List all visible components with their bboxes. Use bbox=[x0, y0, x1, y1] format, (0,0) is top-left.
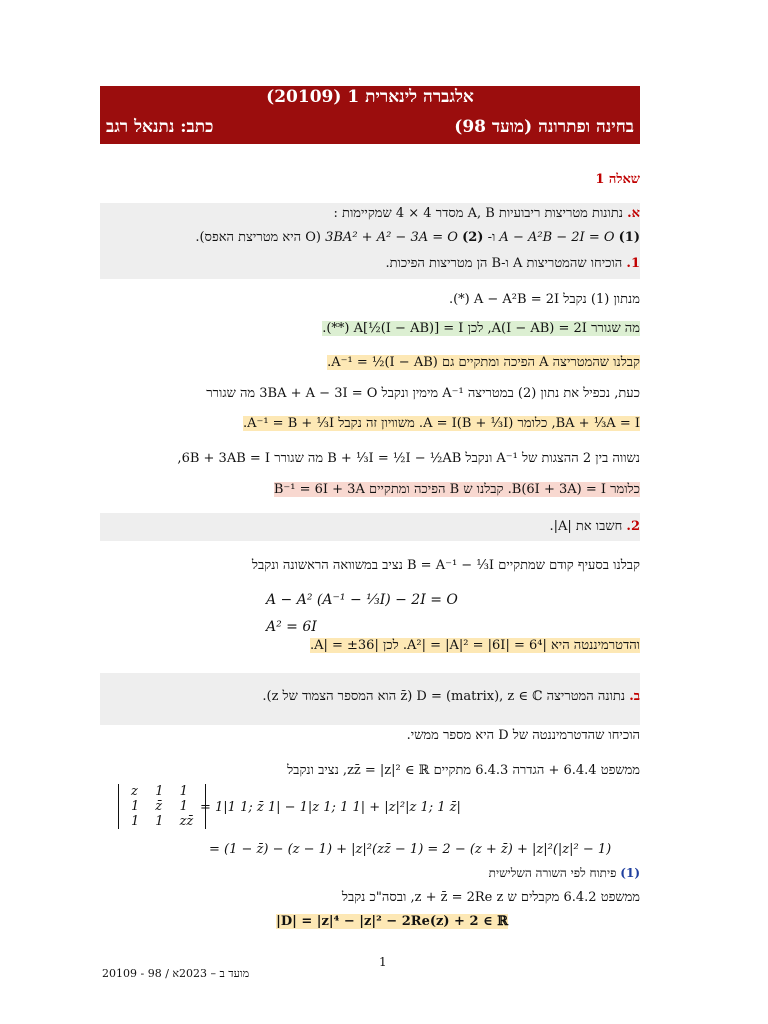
matrix-cell: 1 bbox=[131, 799, 140, 814]
sub2-heading bbox=[550, 518, 641, 534]
question-title: שאלה 1 bbox=[595, 172, 640, 187]
sub2-text: חשבו את |A|. bbox=[549, 519, 623, 534]
solution-line-2 bbox=[322, 320, 640, 336]
sub2-equation-2: A² = 6I bbox=[266, 619, 317, 635]
matrix-cell: z bbox=[131, 784, 138, 799]
note-number: (1) bbox=[620, 866, 640, 880]
part-b-label: ב. bbox=[629, 689, 640, 704]
zero-note: (O היא מטריצת האפס). bbox=[195, 230, 321, 245]
sub2-equation-1: A − A² (A⁻¹ − ⅓I) − 2I = O bbox=[266, 592, 458, 608]
matrix-cell: zz̄ bbox=[179, 814, 194, 829]
part-a-intro-text: נתונות מטריצות ריבועיות A, B מסדר 4 × 4 שמקיימות : bbox=[333, 206, 623, 221]
author-label: כתב: נתנאל רגב bbox=[106, 117, 214, 137]
matrix-row bbox=[123, 784, 201, 799]
solution-line-3-text: קבלנו שהמטריצה A הפיכה ומתקיים גם A⁻¹ = ½(I − AB). bbox=[327, 355, 640, 370]
cond-2-number: (2) bbox=[462, 230, 484, 245]
sub1-label: 1. bbox=[626, 256, 640, 271]
part-a-label: א. bbox=[627, 206, 640, 221]
matrix-cell: 1 bbox=[179, 799, 188, 814]
matrix-cell: 1 bbox=[179, 784, 188, 799]
solution-line-3 bbox=[327, 354, 640, 370]
sub2-label: 2. bbox=[626, 519, 640, 534]
solution-line-7 bbox=[274, 481, 640, 497]
matrix-table bbox=[123, 784, 201, 829]
note-text: פיתוח לפי השורה השלישית bbox=[488, 866, 617, 880]
sub2-line-2 bbox=[310, 637, 640, 653]
sub2-line-1-text: קבלנו בסעיף קודם שמתקיים B = A⁻¹ − ⅓I נציב במשוואה הראשונה ונקבל bbox=[251, 558, 640, 573]
matrix-cell: 1 bbox=[155, 784, 164, 799]
matrix-cell: 1 bbox=[131, 814, 140, 829]
sub2-line-1 bbox=[252, 557, 640, 573]
part-a-intro bbox=[334, 205, 640, 221]
cond-2-equation: 3BA² + A² − 3A = O bbox=[325, 230, 458, 245]
cond-1-equation: A − A²B − 2I = O bbox=[499, 230, 615, 245]
sub2-line-2-text: והדטרמיננטה היא |A²| = |A|² = |6I| = 6⁴. לכן |A| = ±36. bbox=[309, 638, 640, 653]
determinant-matrix bbox=[118, 784, 206, 829]
part-b-intro bbox=[262, 688, 640, 704]
cofactor-expansion: = 1|1 1; z̄ 1| − 1|z 1; 1 1| + |z|²|z 1; 1 z̄| bbox=[200, 800, 461, 815]
matrix-cell: 1 bbox=[155, 814, 164, 829]
matrix-row bbox=[123, 814, 201, 829]
solution-line-7-text: כלומר B(6I + 3A) = I. קבלנו ש B הפיכה ומתקיים B⁻¹ = 6I + 3A bbox=[273, 482, 640, 497]
final-result-text: |D| = |z|⁴ − |z|² − 2Re(z) + 2 ∈ ℝ bbox=[276, 914, 508, 929]
page-number: 1 bbox=[379, 955, 387, 969]
solution-line-1: מנתון (1) נקבל A − A²B = 2I (*). bbox=[448, 292, 640, 307]
part-b-line-1: ממשפט 6.4.4 + הגדרה 6.4.3 מתקיים zz̄ = |z|² ∈ ℝ, נציב ונקבל bbox=[287, 763, 640, 778]
note-line bbox=[489, 866, 640, 881]
sub1-heading bbox=[385, 255, 640, 271]
solution-line-6: נשווה בין 2 ההצגות של A⁻¹ ונקבל B + ⅓I = ½I − ½AB מה שגורר 6B + 3AB = I, bbox=[177, 451, 640, 466]
final-result bbox=[276, 914, 508, 929]
solution-line-5-text: BA + ⅓A = I, כלומר (B + ⅓I)A = I. משוויון זה נקבל A⁻¹ = B + ⅓I. bbox=[242, 416, 640, 431]
part-b-line-2: ממשפט 6.4.2 מקבלים ש z + z̄ = 2Re z, ובסה"כ נקבל bbox=[341, 890, 640, 905]
cond-1-number: (1) bbox=[618, 230, 640, 245]
solution-line-4: כעת, נכפיל את נתון (2) במטריצה A⁻¹ מימין ונקבל 3BA + A − 3I = O מה שגורר bbox=[206, 386, 640, 401]
footer: 20109 - 98 / מועד ב – 2023א bbox=[102, 967, 250, 980]
sub1-text: הוכיחו שהמטריצות A ו-B הן מטריצות הפיכות. bbox=[385, 256, 623, 271]
part-b-prove: הוכיחו שהדטרמיננטה של D היא מספר ממשי. bbox=[406, 728, 640, 743]
part-b-intro-text: נתונה המטריצה D = (matrix), z ∈ ℂ (z̄ הוא המספר הצמוד של z). bbox=[262, 689, 626, 704]
solution-line-2-text: מה שגורר A(I − AB) = 2I, לכן A[½(I − AB)] = I (**). bbox=[322, 321, 640, 336]
exam-label: בחינה ופתרונה (מועד 98) bbox=[454, 117, 634, 137]
cond-and: ו- bbox=[487, 230, 496, 245]
part-a-conditions bbox=[195, 229, 640, 245]
solution-line-5 bbox=[243, 415, 640, 431]
matrix-cell: z̄ bbox=[155, 799, 163, 814]
course-title: אלגברה לינארית 1 (20109) bbox=[266, 87, 474, 107]
expansion-result: = (1 − z̄) − (z − 1) + |z|²(zz̄ − 1) = 2 − (z + z̄) + |z|²(|z|² − 1) bbox=[209, 842, 612, 857]
document-header bbox=[100, 86, 640, 144]
matrix-row bbox=[123, 799, 201, 814]
